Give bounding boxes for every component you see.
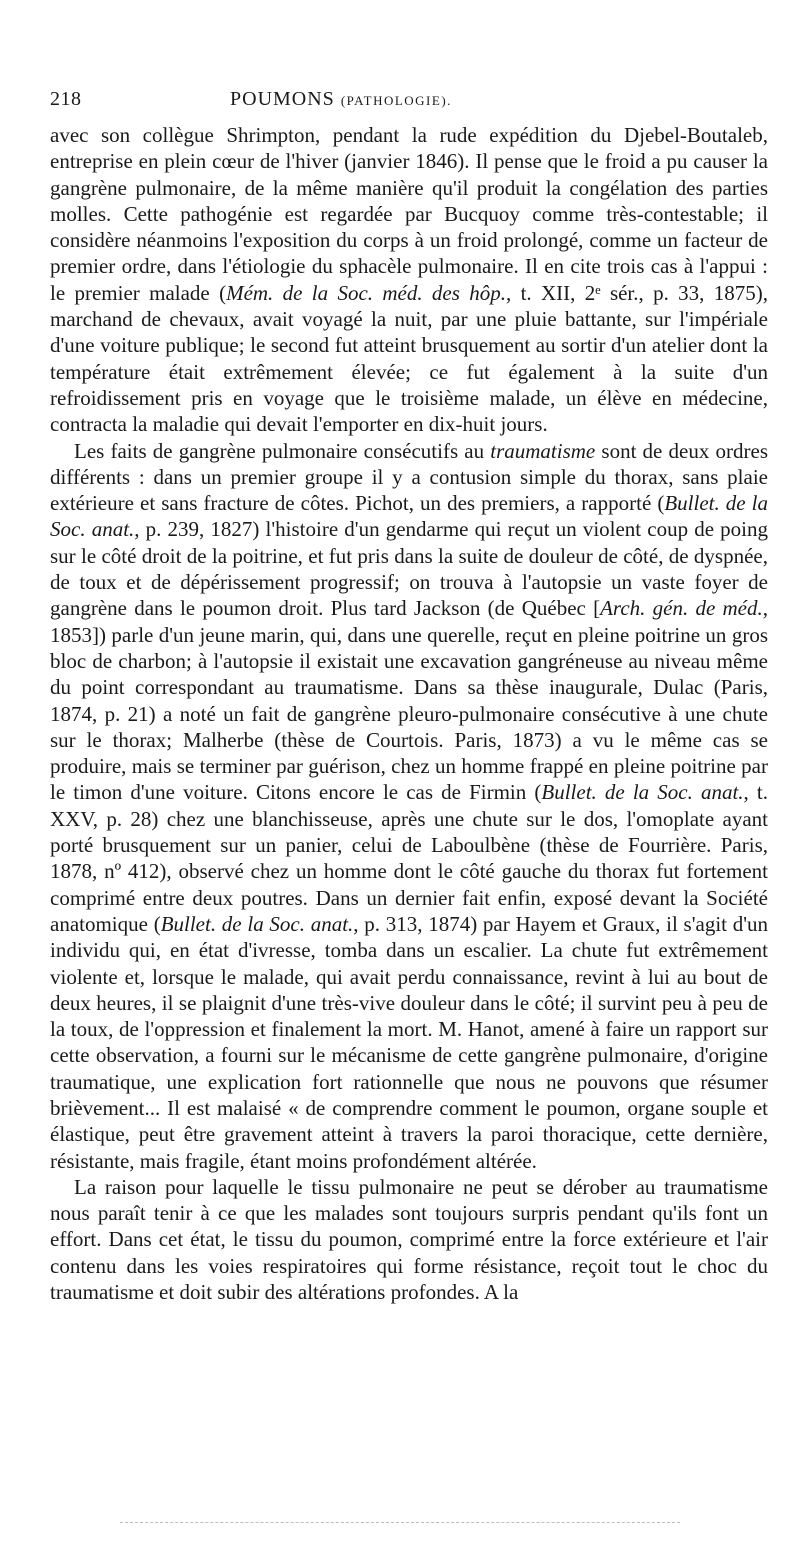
text-run: avec son collègue Shrimpton, pendant la rude expédition du Djebel-Boutaleb, entreprise en plein cœur de l'hiver (janvier 1846). Il pense que le froid a pu causer la gangrène pulmonaire, de la même manière qu'il produit la congélation des parties molles. Cette pathogénie est regardée par Bucquoy comme très-contestable; il considère néanmoins l'exposition du corps à un froid prolongé, comme un facteur de premier ordre, dans l'étiologie du sphacèle pulmonaire. Il en cite trois cas à l'appui : le premier malade ( [50,123,768,305]
body-text [50,122,768,1305]
text-run: Les faits de gangrène pulmonaire consécutifs au [74,438,491,463]
running-title [230,88,452,111]
citation-italic: Bullet. de la Soc. anat. [160,911,354,936]
paragraph [50,438,768,1174]
running-title-sub: (PATHOLOGIE). [340,93,452,108]
page-number: 218 [50,88,82,110]
text-run: La raison pour laquelle le tissu pulmonaire ne peut se dérober au traumatisme nous paraît tenir à ce que les malades sont toujours surpris pendant qu'ils font un effort. Dans cet état, le tissu du poumon, comprimé entre la force extérieure et l'air contenu dans les voies respiratoires qui forme résistance, reçoit tout le choc du traumatisme et doit subir des altérations profondes. A la [50,1174,768,1305]
page-header [50,88,768,118]
running-title-main: POUMONS [230,88,335,110]
text-run: , p. 313, 1874) par Hayem et Graux, il s'agit d'un individu qui, en état d'ivresse, tomba dans un escalier. La chute fut extrêmement violente et, lorsque le malade, qui avait perdu connaissance, revint à lui au bout de deux heures, il se plaignit d'une très-vive douleur dans le côté; il survint peu à peu de la toux, de l'oppression et finalement la mort. M. Hanot, amené à faire un rapport sur cette observation, a fourni sur le mécanisme de cette gangrène pulmonaire, d'origine traumatique, une explication fort rationnelle que nous ne pouvons que résumer brièvement... Il est malaisé « de comprendre comment le poumon, organe souple et élastique, peut être gravement atteint à travers la paroi thoracique, cette dernière, résistante, mais fragile, étant moins profondément altérée. [50,911,768,1173]
text-run: sont de deux ordres différents : dans un premier groupe il y a contusion simple du thorax, sans plaie extérieure et sans fracture de côtes. Pichot, un des premiers, a rapporté ( [50,438,768,516]
citation-italic: Arch. gén. de méd. [600,596,763,621]
citation-italic: Bullet. de la Soc. anat. [541,780,744,805]
text-run: , t. XXV, p. 28) chez une blanchisseuse, après une chute sur le dos, l'omoplate ayant porté brusquement sur un panier, celui de Laboulbène (thèse de Fourrière. Paris, 1878, nº 412), observé chez un homme dont le côté gauche du thorax fut fortement comprimé entre deux poutres. Dans un dernier fait enfin, exposé devant la Société anatomique ( [50,780,768,936]
paragraph [50,122,768,438]
citation-italic: Bullet. de la Soc. anat. [50,491,768,542]
text-run: , 1853]) parle d'un jeune marin, qui, dans une querelle, reçut en pleine poitrine un gros bloc de charbon; à l'autopsie il existait une excavation gangréneuse au niveau même du point correspondant au traumatisme. Dans sa thèse inaugurale, Dulac (Paris, 1874, p. 21) a noté un fait de gangrène pleuro-pulmonaire consécutive à une chute sur le thorax; Malherbe (thèse de Courtois. Paris, 1873) a vu le même cas se produire, mais se terminer par guérison, chez un homme frappé en pleine poitrine par le timon d'une voiture. Citons encore le cas de Firmin ( [50,596,769,805]
text-run: , p. 239, 1827) l'histoire d'un gendarme qui reçut un violent coup de poing sur le côté droit de la poitrine, et fut pris dans la suite de douleur de côté, de dyspnée, de toux et de dépérissement progressif; on trouva à l'autopsie un vaste foyer de gangrène dans le poumon droit. Plus tard Jackson (de Québec [ [50,517,769,621]
paragraph [50,1174,768,1305]
citation-italic: Mém. de la Soc. méd. des hôp. [226,280,506,305]
bottom-rule [120,1522,680,1523]
text-run: , t. XII, 2ᵉ sér., p. 33, 1875), marchand de chevaux, avait voyagé la nuit, par une pluie battante, sur l'impériale d'une voiture publique; le second fut atteint brusquement au sortir d'un atelier dont la température était extrêmement élevée; ce fut également à la suite d'un refroidissement pris en voyage que le troisième malade, un élève en médecine, contracta la maladie qui devait l'emporter en dix-huit jours. [50,280,769,437]
citation-italic: traumatisme [490,438,596,463]
